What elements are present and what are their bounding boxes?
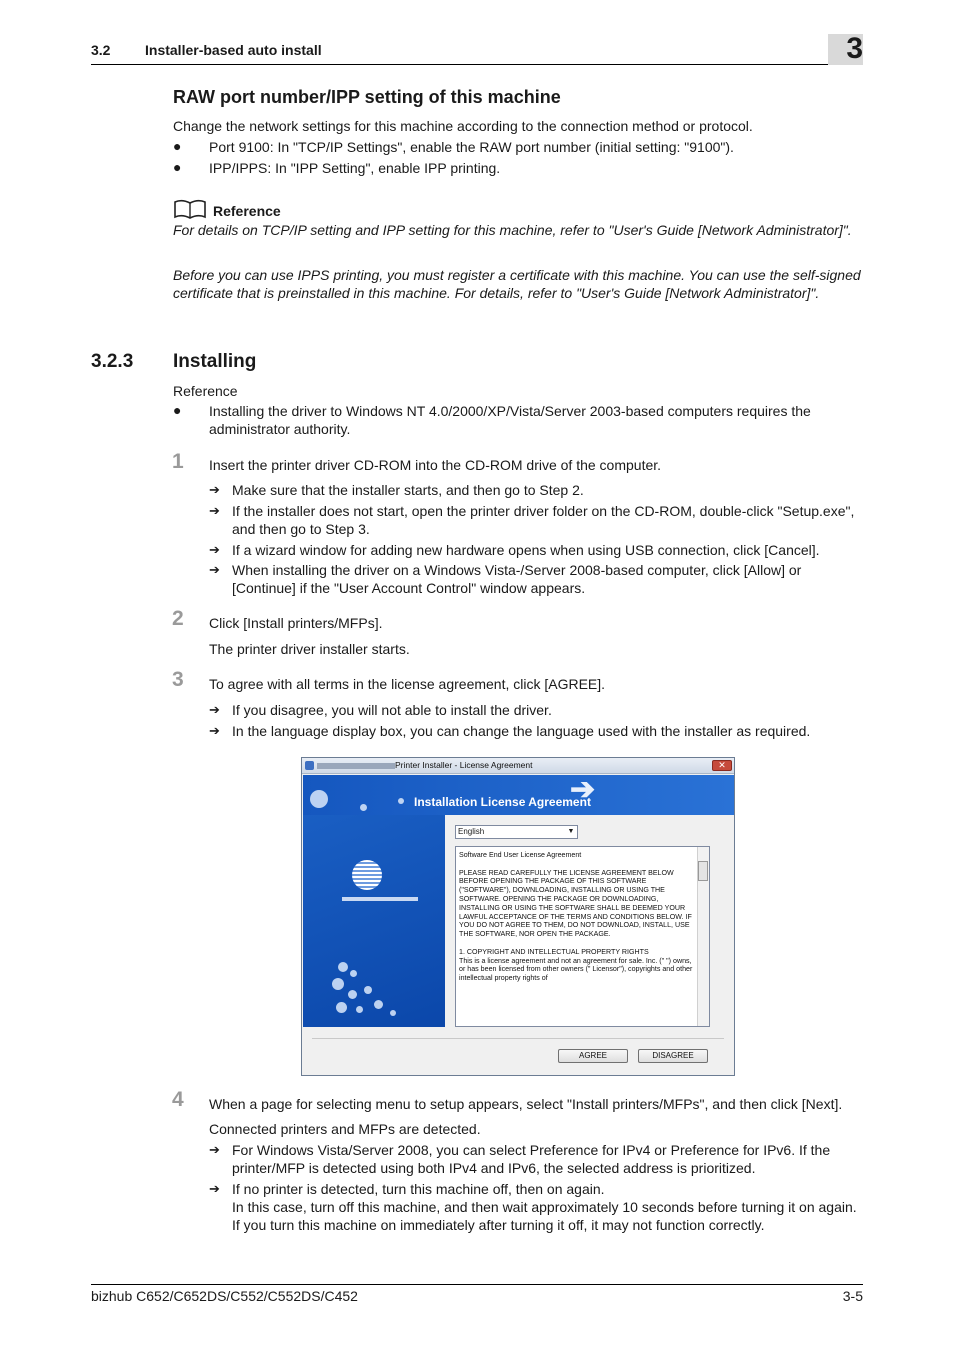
step-4-sub-2: If no printer is detected, turn this machine off, then on again. In this case, turn off this machine, and then wait approximately 10 seconds before turning it on again. If you turn this machine on immediately after turning it off, it may not function correctly. (232, 1181, 857, 1233)
step-number-2: 2 (172, 607, 184, 630)
decor-dot (310, 790, 328, 808)
bullet-icon: ● (173, 159, 182, 175)
bullet-icon: ● (173, 402, 182, 418)
step-2-text: Click [Install printers/MFPs]. (209, 615, 383, 631)
step-1-text: Insert the printer driver CD-ROM into the CD-ROM drive of the computer. (209, 457, 662, 473)
footer-model: bizhub C652/C652DS/C552/C552DS/C452 (91, 1288, 358, 1304)
step-1-sub-2: If the installer does not start, open the printer driver folder on the CD-ROM, double-click "Setup.exe", and then go to Step 3. (232, 503, 855, 537)
logo-wordmark (342, 897, 418, 901)
footer-page-number: 3-5 (842, 1288, 863, 1304)
window-title-bar (302, 758, 734, 774)
installing-bullet: Installing the driver to Windows NT 4.0/2000/XP/Vista/Server 2003-based computers requires the administrator authority. (209, 403, 811, 437)
reference-note-2: Before you can use IPPS printing, you must register a certificate with this machine. You can use the self-signed certificate that is preinstalled in this machine. For details, refer to "User's Guide [Network Administrator]". (173, 267, 861, 301)
decor-dot (356, 1006, 363, 1013)
step-4-text: When a page for selecting menu to setup appears, select "Install printers/MFPs", and then click [Next]. (209, 1096, 843, 1112)
bullet-icon: ● (173, 138, 182, 154)
decor-dot (336, 1002, 347, 1013)
step-1-sub-1: Make sure that the installer starts, and then go to Step 2. (232, 482, 584, 498)
license-text-box[interactable] (455, 846, 710, 1027)
step-number-1: 1 (172, 450, 184, 473)
chapter-number: 3 (846, 32, 863, 65)
arrow-icon: ➔ (209, 702, 220, 717)
arrow-icon: ➔ (209, 482, 220, 497)
header-section-title: Installer-based auto install (145, 42, 322, 58)
disagree-button[interactable]: DISAGREE (638, 1049, 708, 1063)
blurred-product-name (317, 763, 395, 769)
language-select[interactable] (455, 825, 578, 839)
step-2-result: The printer driver installer starts. (209, 641, 410, 657)
license-scrollbar[interactable] (697, 847, 709, 1026)
book-reference-icon (173, 199, 207, 219)
app-icon (305, 761, 314, 770)
footer-rule (91, 1284, 863, 1285)
reference-label: Reference (213, 203, 281, 219)
arrow-icon: ➔ (209, 503, 220, 518)
decor-dot (374, 1000, 383, 1009)
decor-dot (360, 804, 367, 811)
decor-dot (364, 986, 372, 994)
banner-title: Installation License Agreement (414, 795, 591, 809)
language-value: English (458, 827, 485, 836)
decor-dot (338, 962, 348, 972)
company-logo (342, 860, 394, 895)
step-1-sub-4: When installing the driver on a Windows Vista-/Server 2008-based computer, click [Allow] or [Continue] if the "User Account Control" window appears. (232, 562, 802, 596)
installing-heading: Installing (173, 351, 257, 372)
step-3-sub-2: In the language display box, you can change the language used with the installer as required. (232, 723, 811, 739)
arrow-icon: ➔ (209, 562, 220, 577)
installing-section-number: 3.2.3 (91, 351, 134, 372)
installing-reference-label: Reference (173, 383, 238, 399)
license-text: Software End User License Agreement PLEASE READ CAREFULLY THE LICENSE AGREEMENT BELOW BEFORE OPENING THE PACKAGE OF THIS SOFTWARE ("SOFTWARE"), DOWNLOADING, INSTALLING OR USING THE SOFTWARE. OPENING THE PACKAGE OR DOWNLOADING, INSTALLING OR USING THE SOFTWARE SHALL BE DEEMED YOUR LAWFUL ACCEPTANCE OF THE TERMS AND CONDITIONS BELOW. IF YOU DO NOT AGREE TO THEM, DO NOT DOWNLOAD, INSTALL, USE THE SOFTWARE, NOR OPEN THE PACKAGE. 1. COPYRIGHT AND INTELLECTUAL PROPERTY RIGHTS This is a license agreement and not an agreement for sale. Inc. (" ") owns, or has been licensed from other owners (" Licensor"), copyrights and other intellectual property rights of (459, 851, 693, 983)
step-4-result: Connected printers and MFPs are detected. (209, 1121, 481, 1137)
step-3-sub-1: If you disagree, you will not able to install the driver. (232, 702, 552, 718)
raw-port-bullet-2: IPP/IPPS: In "IPP Setting", enable IPP printing. (209, 160, 501, 176)
scrollbar-thumb[interactable] (698, 861, 708, 881)
step-3-text: To agree with all terms in the license agreement, click [AGREE]. (209, 676, 606, 692)
step-number-4: 4 (172, 1088, 184, 1111)
arrow-icon: ➔ (209, 723, 220, 738)
window-title: Printer Installer - License Agreement (395, 760, 533, 770)
raw-port-bullet-1: Port 9100: In "TCP/IP Settings", enable the RAW port number (initial setting: "9100"). (209, 139, 734, 155)
header-rule (91, 64, 863, 65)
step-1-sub-3: If a wizard window for adding new hardware opens when using USB connection, click [Cancel]. (232, 542, 820, 558)
arrow-icon: ➔ (209, 1142, 220, 1157)
step-4-sub-1: For Windows Vista/Server 2008, you can select Preference for IPv4 or Preference for IPv6. If the printer/MFP is detected using both IPv4 and IPv6, the selected address is prioritized. (232, 1142, 831, 1176)
agree-button[interactable]: AGREE (558, 1049, 628, 1063)
window-divider (312, 1038, 724, 1039)
raw-port-intro: Change the network settings for this machine according to the connection method or protocol. (173, 118, 753, 134)
decor-dot (350, 970, 357, 977)
close-icon[interactable]: ✕ (712, 760, 732, 771)
license-agreement-window (301, 757, 735, 1076)
decor-dot (348, 990, 357, 999)
decor-dot (390, 1010, 396, 1016)
arrow-icon: ➔ (209, 1181, 220, 1196)
logo-globe-icon (352, 860, 382, 890)
reference-note-1: For details on TCP/IP setting and IPP setting for this machine, refer to "User's Guide [Network Administrator]". (173, 222, 852, 238)
raw-port-heading: RAW port number/IPP setting of this machine (173, 87, 561, 107)
arrow-decoration-icon: ➔ (570, 773, 596, 806)
decor-dot (398, 798, 404, 804)
arrow-icon: ➔ (209, 542, 220, 557)
chevron-down-icon[interactable]: ▼ (567, 828, 575, 835)
step-number-3: 3 (172, 668, 184, 691)
decor-dot (332, 978, 344, 990)
header-section-number: 3.2 (91, 42, 111, 58)
